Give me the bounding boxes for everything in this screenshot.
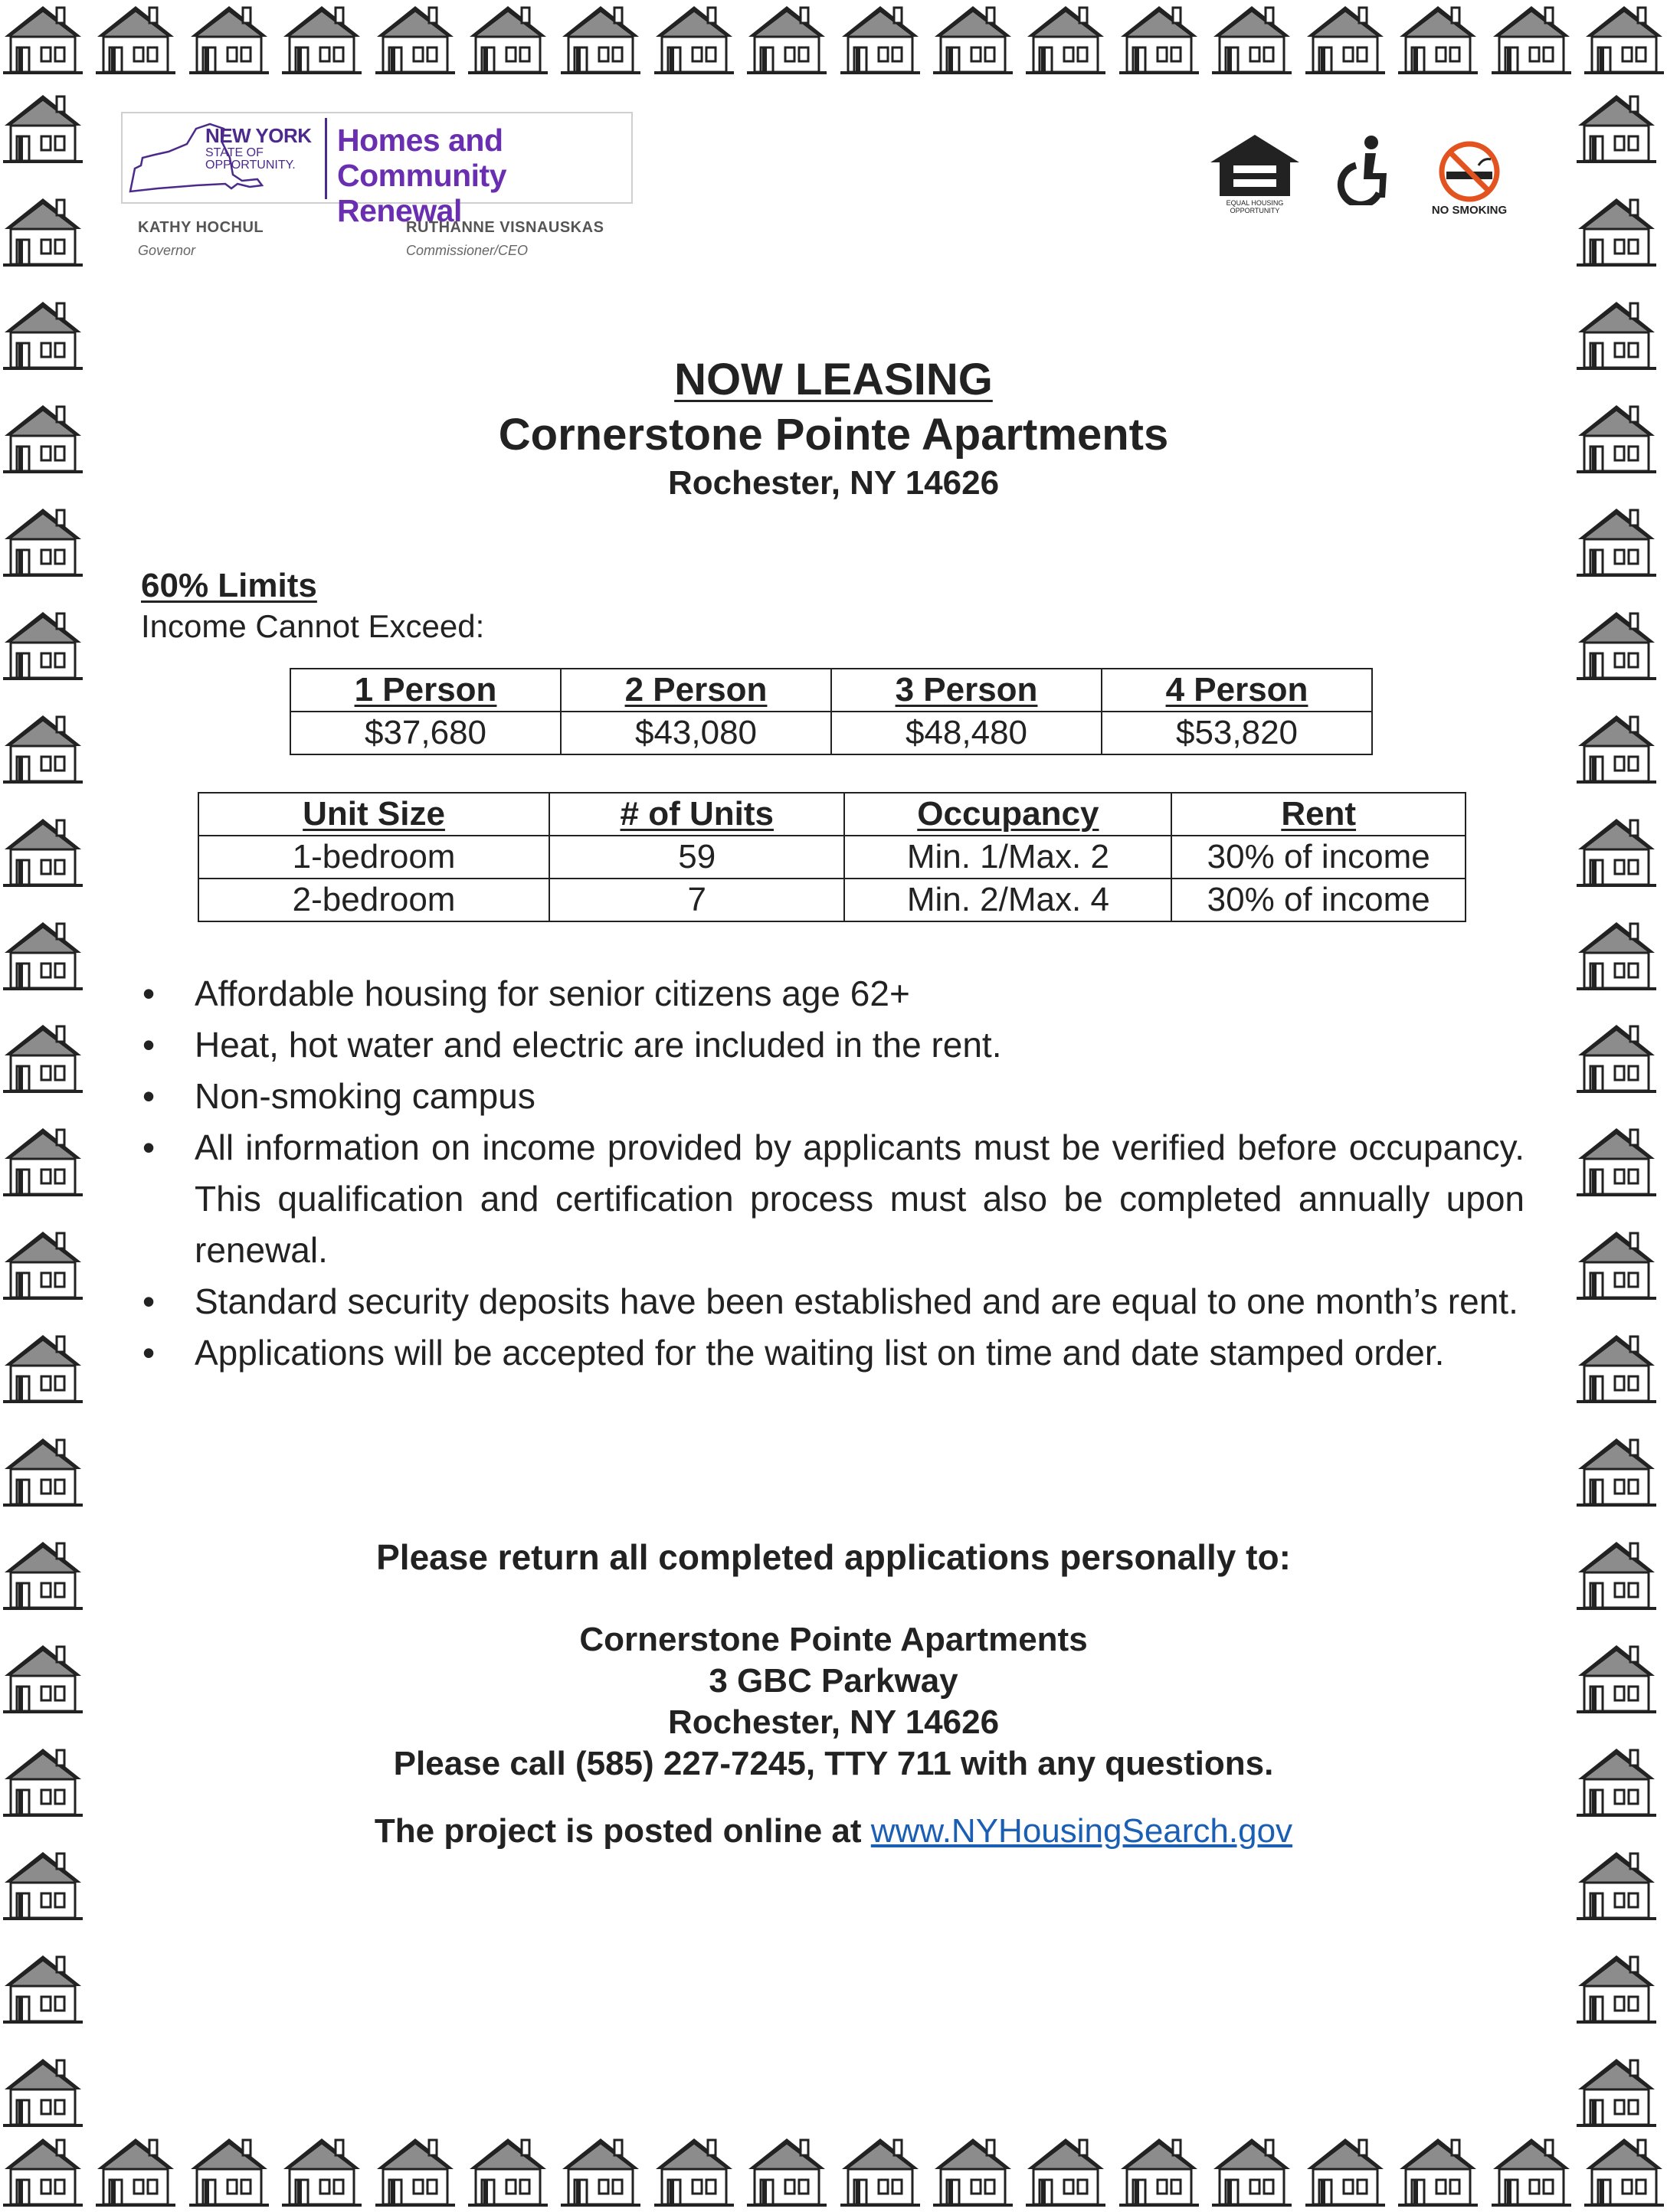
house-icon — [651, 2, 737, 75]
house-icon — [1395, 2, 1481, 75]
bullet-dot: • — [142, 1333, 156, 1373]
house-icon — [558, 2, 644, 75]
list-item-text: Applications will be accepted for the waiting list on time and date stamped order. — [195, 1333, 1445, 1373]
table-header-cell: 1 Person — [290, 669, 561, 712]
svg-text:EQUAL HOUSING: EQUAL HOUSING — [1226, 199, 1284, 207]
return-name: Cornerstone Pointe Apartments — [579, 1621, 1088, 1658]
list-item — [141, 1276, 1525, 1327]
logo-divider — [325, 118, 327, 199]
bullet-dot: • — [142, 1025, 156, 1065]
table-header-cell: Occupancy — [844, 793, 1171, 836]
table-header-row — [290, 669, 1372, 712]
house-icon — [1574, 918, 1659, 991]
table-cell: 30% of income — [1171, 836, 1466, 879]
house-icon — [93, 2, 178, 75]
table-cell: Min. 1/Max. 2 — [844, 836, 1171, 879]
house-icon — [930, 2134, 1016, 2207]
table-cell: 7 — [549, 879, 844, 921]
features-list — [141, 968, 1525, 1379]
house-icon — [744, 2, 830, 75]
contact-phone-line: Please call (585) 227-7245, TTY 711 with any questions. — [393, 1745, 1274, 1782]
official-name: RUTHANNE VISNAUSKAS — [406, 219, 604, 236]
logo-state-name: NEW YORK — [205, 124, 312, 147]
property-location: Rochester, NY 14626 — [667, 464, 1000, 502]
house-icon — [1302, 2, 1388, 75]
house-icon — [1116, 2134, 1202, 2207]
list-item-text: Affordable housing for senior citizens age 62+ — [195, 973, 910, 1013]
house-icon — [465, 2134, 551, 2207]
table-row — [290, 712, 1372, 754]
house-border-top — [0, 2, 1667, 78]
return-city: Rochester, NY 14626 — [667, 1703, 1000, 1741]
house-icon — [1574, 1124, 1659, 1197]
house-border-bottom — [0, 2134, 1667, 2210]
house-icon — [0, 1124, 86, 1197]
table-header-cell: 3 Person — [831, 669, 1102, 712]
table-cell: $53,820 — [1102, 712, 1372, 754]
house-icon — [744, 2134, 830, 2207]
house-icon — [1574, 1847, 1659, 1921]
house-icon — [0, 1227, 86, 1301]
house-icon — [372, 2, 458, 75]
table-cell: $43,080 — [561, 712, 831, 754]
list-item — [141, 1071, 1525, 1122]
house-icon — [558, 2134, 644, 2207]
house-icon — [1581, 2, 1667, 75]
house-icon — [0, 1330, 86, 1404]
unit-mix-table — [198, 792, 1466, 922]
house-icon — [0, 2, 86, 75]
house-icon — [1023, 2134, 1109, 2207]
house-icon — [1574, 1951, 1659, 2024]
logo-tagline-1: STATE OF — [205, 146, 264, 159]
house-icon — [186, 2134, 272, 2207]
online-prefix: The project is posted online at — [374, 1812, 871, 1850]
house-icon — [186, 2, 272, 75]
wheelchair-accessibility-icon — [1331, 135, 1393, 205]
official-title: Governor — [138, 243, 196, 258]
house-icon — [0, 90, 86, 164]
house-icon — [930, 2, 1016, 75]
logo-tagline-2: OPPORTUNITY. — [205, 159, 296, 172]
house-icon — [1574, 1434, 1659, 1507]
return-street: 3 GBC Parkway — [709, 1662, 958, 1700]
house-icon — [1574, 1330, 1659, 1404]
house-icon — [1574, 1020, 1659, 1094]
table-cell: Min. 2/Max. 4 — [844, 879, 1171, 921]
house-icon — [0, 607, 86, 681]
house-icon — [1489, 2, 1574, 75]
official-name: KATHY HOCHUL — [138, 219, 264, 236]
house-icon — [1574, 1227, 1659, 1301]
house-icon — [1489, 2134, 1574, 2207]
house-icon — [279, 2134, 365, 2207]
bullet-dot: • — [142, 973, 156, 1013]
house-icon — [1574, 607, 1659, 681]
house-icon — [0, 2054, 86, 2128]
house-icon — [1209, 2, 1295, 75]
house-icon — [279, 2, 365, 75]
house-icon — [1574, 90, 1659, 164]
agency-name-line-2: Community Renewal — [337, 158, 506, 228]
house-icon — [0, 1951, 86, 2024]
house-icon — [1574, 711, 1659, 784]
hcr-logo — [121, 112, 633, 280]
house-icon — [0, 814, 86, 888]
house-icon — [837, 2, 923, 75]
house-icon — [651, 2134, 737, 2207]
table-cell: $37,680 — [290, 712, 561, 754]
svg-text:OPPORTUNITY: OPPORTUNITY — [1230, 207, 1280, 214]
table-header-cell: Rent — [1171, 793, 1466, 836]
list-item-text: Heat, hot water and electric are included in the rent. — [195, 1025, 1002, 1065]
official-governor — [138, 219, 264, 259]
table-header-row — [198, 793, 1466, 836]
table-header-cell: 4 Person — [1102, 669, 1372, 712]
house-icon — [0, 1434, 86, 1507]
house-icon — [0, 1020, 86, 1094]
house-icon — [372, 2134, 458, 2207]
bullet-dot: • — [142, 1076, 156, 1116]
list-item — [141, 1019, 1525, 1071]
list-item — [141, 1327, 1525, 1379]
house-icon — [1574, 2054, 1659, 2128]
income-limits-table — [290, 668, 1373, 755]
list-item — [141, 968, 1525, 1019]
house-icon — [1574, 194, 1659, 267]
house-icon — [0, 1847, 86, 1921]
equal-housing-opportunity-icon — [1207, 132, 1302, 214]
list-item — [141, 1122, 1525, 1276]
house-icon — [1302, 2134, 1388, 2207]
house-icon — [465, 2, 551, 75]
now-leasing-headline: NOW LEASING — [674, 355, 993, 404]
list-item-text: Standard security deposits have been established and are equal to one month’s rent. — [195, 1281, 1518, 1321]
table-cell: $48,480 — [831, 712, 1102, 754]
return-heading: Please return all completed applications personally to: — [376, 1537, 1291, 1577]
table-cell: 2-bedroom — [198, 879, 549, 921]
house-icon — [1574, 814, 1659, 888]
house-icon — [1581, 2134, 1667, 2207]
house-icon — [93, 2134, 178, 2207]
agency-name — [337, 123, 631, 228]
official-commissioner — [406, 219, 604, 259]
income-limits-heading: 60% Limits — [141, 567, 317, 604]
house-icon — [837, 2134, 923, 2207]
table-cell: 1-bedroom — [198, 836, 549, 879]
ny-wordmark — [205, 126, 312, 172]
list-item-text: All information on income provided by applicants must be verified before occupancy. This qualification and certification process must also be completed annually upon renewal. — [195, 1127, 1525, 1270]
table-row — [198, 879, 1466, 921]
officials — [138, 219, 628, 280]
table-header-cell: Unit Size — [198, 793, 549, 836]
house-icon — [0, 711, 86, 784]
house-icon — [1395, 2134, 1481, 2207]
header-icons — [1207, 130, 1514, 230]
table-header-cell: 2 Person — [561, 669, 831, 712]
house-icon — [1574, 504, 1659, 578]
table-row — [198, 836, 1466, 879]
house-icon — [1209, 2134, 1295, 2207]
no-smoking-icon — [1431, 138, 1508, 214]
income-limits-subheading: Income Cannot Exceed: — [141, 608, 485, 644]
no-smoking-label: NO SMOKING — [1431, 204, 1508, 217]
agency-name-line-1: Homes and — [337, 123, 503, 158]
house-icon — [0, 194, 86, 267]
house-icon — [1116, 2, 1202, 75]
house-icon — [0, 918, 86, 991]
online-posting-line — [0, 1812, 1667, 1850]
property-name: Cornerstone Pointe Apartments — [498, 410, 1169, 460]
table-header-cell: # of Units — [549, 793, 844, 836]
bullet-dot: • — [142, 1127, 156, 1167]
housing-search-link[interactable]: www.NYHousingSearch.gov — [870, 1812, 1293, 1850]
bullet-dot: • — [142, 1281, 156, 1321]
house-icon — [1023, 2, 1109, 75]
house-icon — [0, 504, 86, 578]
table-cell: 59 — [549, 836, 844, 879]
list-item-text: Non-smoking campus — [195, 1076, 535, 1116]
house-icon — [0, 2134, 86, 2207]
table-cell: 30% of income — [1171, 879, 1466, 921]
official-title: Commissioner/CEO — [406, 243, 529, 258]
